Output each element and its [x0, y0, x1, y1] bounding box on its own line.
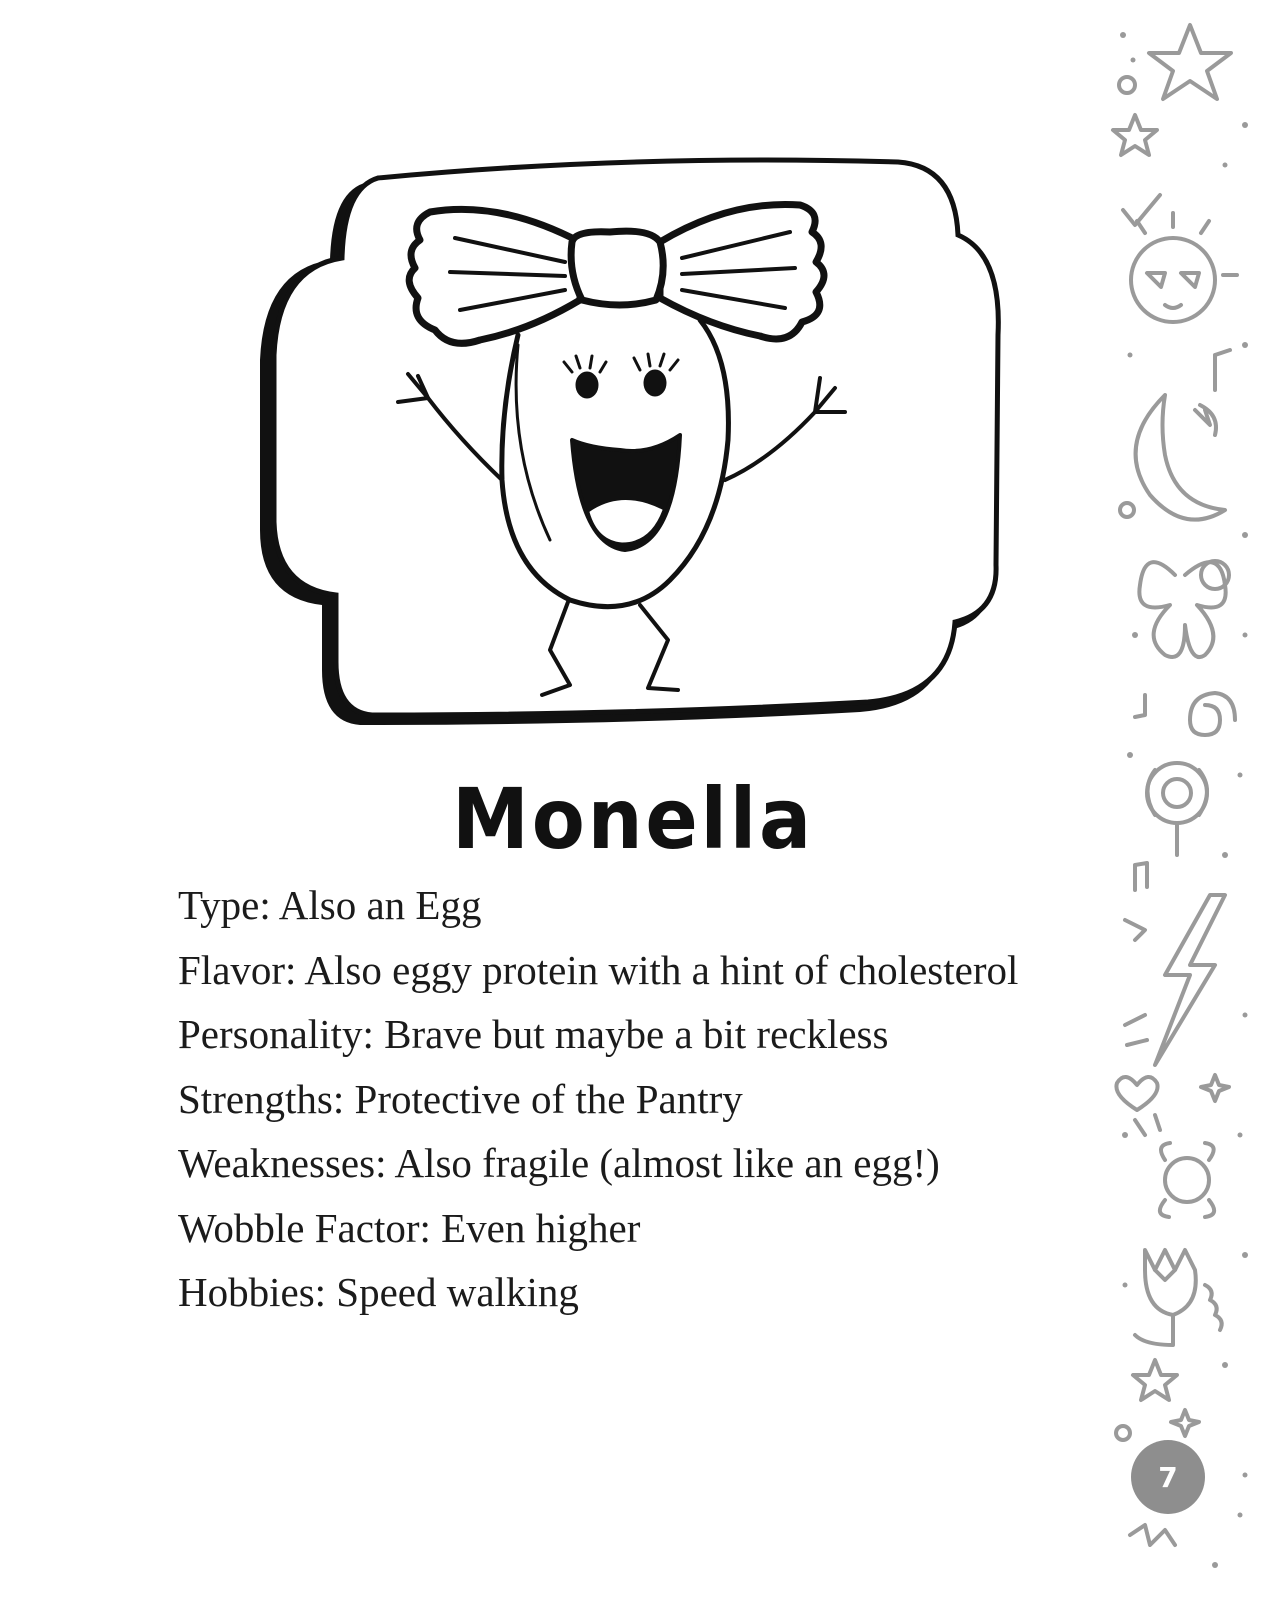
stat-type: Type: Also an Egg	[178, 882, 482, 928]
page-number-badge: 7	[1131, 1440, 1205, 1514]
checkmark-icon	[1123, 195, 1160, 225]
stat-personality: Personality: Brave but maybe a bit reckless	[178, 1011, 889, 1057]
heart-icon	[1116, 1077, 1157, 1110]
stat-weaknesses: Weaknesses: Also fragile (almost like an egg!)	[178, 1140, 940, 1186]
star-icon	[1149, 25, 1231, 99]
star-icon	[1133, 1360, 1177, 1400]
stat-wobble-factor: Wobble Factor: Even higher	[178, 1204, 641, 1251]
flower-face-icon	[1165, 1158, 1209, 1202]
spiral-icon	[1190, 693, 1235, 735]
character-stats-list	[178, 873, 1018, 1325]
tulip-icon	[1145, 1250, 1196, 1315]
circle-icon	[1119, 77, 1135, 93]
character-name: Monella	[452, 770, 814, 868]
egg-character-with-bow-icon	[250, 150, 1010, 750]
stat-hobbies: Hobbies: Speed walking	[178, 1269, 579, 1315]
butterfly-icon	[1139, 562, 1225, 657]
stat-strengths: Strengths: Protective of the Pantry	[178, 1075, 743, 1122]
music-note-icon	[1215, 350, 1230, 390]
lightning-bolt-icon	[1155, 895, 1225, 1065]
star-icon	[1113, 115, 1157, 155]
doodle-border	[1105, 15, 1255, 1590]
stat-flavor: Flavor: Also eggy protein with a hint of cholesterol	[178, 946, 1019, 993]
music-note-icon	[1135, 863, 1147, 890]
